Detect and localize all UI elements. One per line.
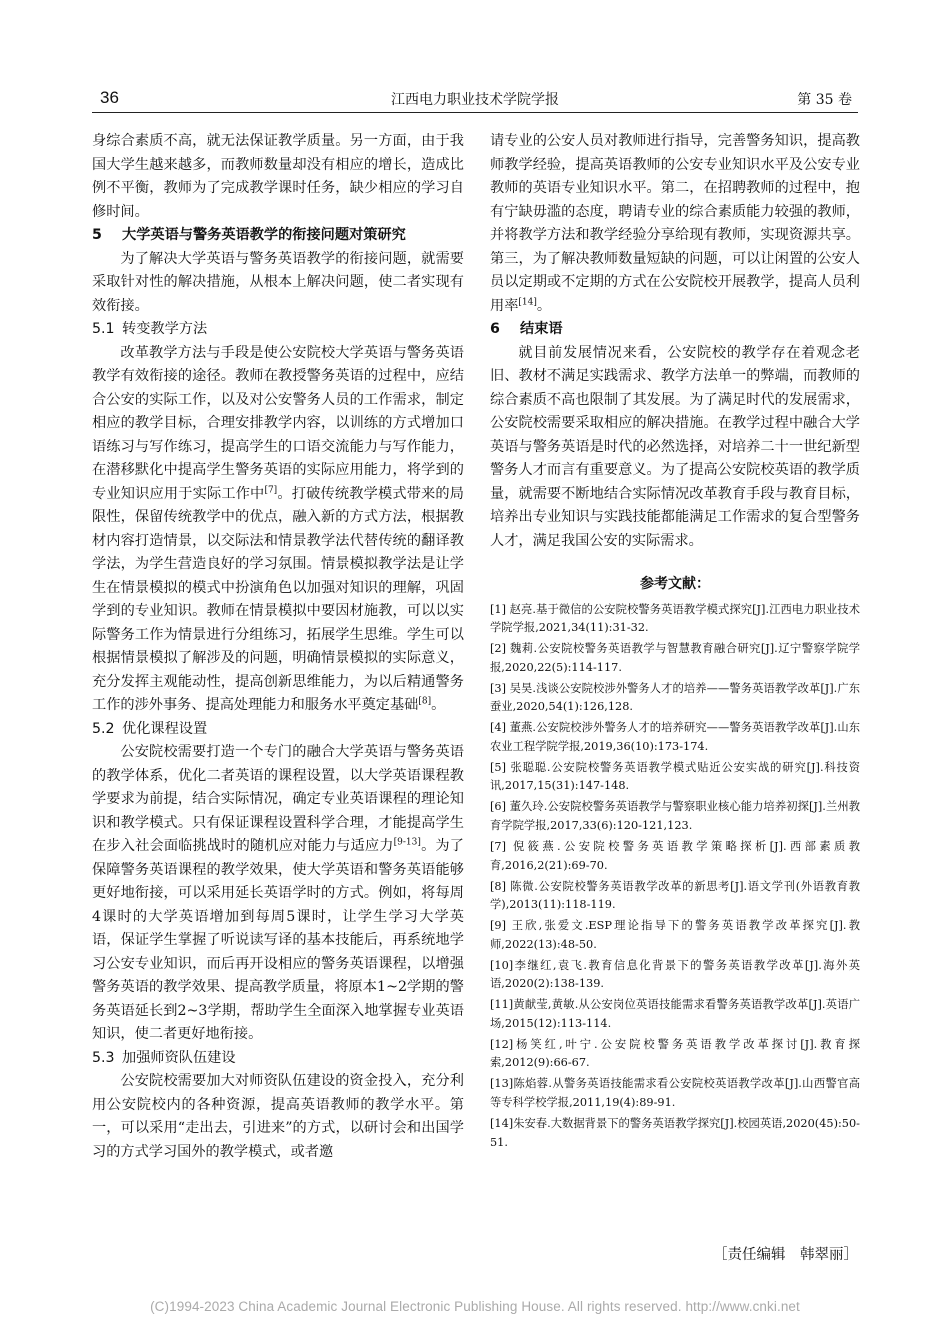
reference-item: [12]杨笑红,叶宁.公安院校警务英语教学改革探讨[J].教育探索,2012(9):66-67. [490, 1037, 860, 1070]
section-title: 结束语 [520, 321, 563, 337]
text-run: 。 [536, 297, 552, 314]
section-title: 优化课程设置 [122, 720, 208, 737]
copyright-watermark: (C)1994-2023 China Academic Journal Electronic Publishing House. All rights reserved. http://www.cnki.net [150, 1299, 800, 1314]
reference-item: [10]李继红,袁飞.教育信息化背景下的警务英语教学改革[J].海外英语,2020(2):138-139. [490, 958, 860, 991]
reference-item: [6] 董久玲.公安院校警务英语教学与警察职业核心能力培养初探[J].兰州教育学院学报,2017,33(6):120-121,123. [490, 800, 860, 832]
section-number: 5.3 [92, 1049, 115, 1066]
paragraph: 公安院校需要加大对师资队伍建设的资金投入，充分利用公安院校内的各种资源，提高英语教师的教学水平。第一，可以采用“走出去，引进来”的方式，以研讨会和出国学习的方式学习国外的教学模式，或者邀 [92, 1073, 464, 1160]
text-run: 公安院校需要打造一个专门的融合大学英语与警务英语的教学体系，优化二者英语的课程设置，以大学英语课程教学要求为前提，结合实际情况，确定专业英语课程的理论知识和教学模式。只有保证课程设置科学合理，才能提高学生在步入社会面临挑战时的随机应对能力与适应力 [92, 744, 464, 854]
reference-item: [2] 魏莉.公安院校警务英语教学与智慧教育融合研究[J].辽宁警察学院学报,2020,22(5):114-117. [490, 642, 860, 674]
citation: [14] [518, 296, 537, 307]
reference-item: [4] 董燕.公安院校涉外警务人才的培养研究——警务英语教学改革[J].山东农业工程学院学报,2019,36(10):173-174. [490, 721, 860, 753]
reference-item: [3] 吴昊.浅谈公安院校涉外警务人才的培养——警务英语教学改革[J].广东蚕业,2020,54(1):126,128. [490, 681, 860, 714]
reference-item: [9] 王欣,张爱文.ESP理论指导下的警务英语教学改革探究[J].教师,2022(13):48-50. [490, 919, 860, 951]
section-title: 转变教学方法 [122, 321, 208, 337]
text-run: 请专业的公安人员对教师进行指导，完善警务知识，提高教师教学经验，提高英语教师的公安专业知识水平及公安专业教师的英语专业知识水平。第二，在招聘教师的过程中，抱有宁缺毋滥的态度，聘请专业的综合素质能力较强的教师，并将教学方法和教学经验分享给现有教师，实现资源共享。第三，为了解决教师数量短缺的问题，可以让闲置的公安人员以定期或不定期的方式在公安院校开展教学，提高人员利用率 [490, 133, 860, 314]
reference-item: [1] 赵亮.基于微信的公安院校警务英语教学模式探究[J].江西电力职业技术学院学报,2021,34(11):31-32. [490, 602, 860, 635]
left-column [92, 130, 464, 1164]
page-number: 36 [100, 88, 119, 107]
paragraph [490, 130, 860, 318]
reference-item: [11]黄献莹,黄敏.从公安岗位英语技能需求看警务英语教学改革[J].英语广场,2015(12):113-114. [490, 998, 860, 1030]
section-number: 5.1 [92, 321, 115, 337]
references-title: 参考文献： [640, 576, 710, 592]
reference-list [490, 601, 860, 1153]
text-run: 。 [431, 697, 446, 713]
section-number: 5.2 [92, 720, 115, 737]
section-title: 大学英语与警务英语教学的衔接问题对策研究 [122, 227, 406, 243]
reference-item: [14]朱安春.大数据背景下的警务英语教学探究[J].校园英语,2020(45):50-51. [490, 1117, 860, 1149]
paragraph [92, 342, 464, 718]
reference-item: [8] 陈微.公安院校警务英语教学改革的新思考[J].语文学刊(外语教育教学),2013(11):118-119. [490, 879, 860, 912]
section-heading-5 [92, 224, 464, 248]
section-number: 5 [92, 227, 102, 243]
section-heading-6 [490, 318, 860, 342]
paragraph: 为了解决大学英语与警务英语教学的衔接问题，就需要采取针对性的解决措施，从根本上解决问题，使二者实现有效衔接。 [92, 250, 464, 314]
right-column [490, 130, 860, 1155]
section-heading-5-3 [92, 1047, 464, 1071]
journal-name: 江西电力职业技术学院学报 [391, 92, 559, 108]
running-header [92, 86, 858, 113]
citation: [7] [264, 484, 278, 495]
text-run: 改革教学方法与手段是使公安院校大学英语与警务英语教学有效衔接的途径。教师在教授警务英语的过程中，应结合公安的实际工作，以及对公安警务人员的工作需求，制定相应的教学目标，合理安排教学内容，以训练的方式增加口语练习与写作练习，提高学生的口语交流能力与写作能力，在潜移默化中提高学生警务英语的实际应用能力，将学到的专业知识应用于实际工作中 [92, 344, 464, 502]
section-heading-5-1 [92, 318, 464, 342]
volume-label: 第 35 卷 [797, 92, 852, 108]
section-title: 加强师资队伍建设 [122, 1049, 236, 1066]
section-number: 6 [490, 321, 500, 337]
citation: [9-13] [393, 837, 421, 848]
paragraph: 就目前发展情况来看，公安院校的教学存在着观念老旧、教材不满足实践需求、教学方法单一的弊端，而教师的综合素质不高也限制了其发展。为了满足时代的发展需求，公安院校需要采取相应的解决措施。在教学过程中融合大学英语与警务英语是时代的必然选择，对培养二十一世纪新型警务人才而言有重要意义。为了提高公安院校英语的教学质量，就需要不断地结合实际情况改革教育手段与教育目标，培养出专业知识与实践技能都能满足工作需求的复合型警务人才，满足我国公安的实际需求。 [490, 344, 860, 549]
paragraph: 身综合素质不高，就无法保证教学质量。另一方面，由于我国大学生越来越多，而教师数量却没有相应的增长，造成比例不平衡，教师为了完成教学课时任务，缺少相应的学习自修时间。 [92, 133, 464, 220]
section-heading-5-2 [92, 718, 464, 742]
text-run: 。打破传统教学模式带来的局限性，保留传统教学中的优点，融入新的方式方法，根据教材内容打造情景，以交际法和情景教学法代替传统的翻译教学法，为学生营造良好的学习氛围。情景模拟教学法是让学生在情景模拟的模式中扮演角色以加强对知识的理解，巩固学到的专业知识。教师在情景模拟中要因材施教，可以以实际警务工作为情景进行分组练习，拓展学生思维。学生可以根据情景模拟了解涉及的问题，明确情景模拟的实际意义，充分发挥主观能动性，提高创新思维能力，为以后精通警务工作的涉外事务、提高处理能力和服务水平奠定基础 [92, 485, 464, 713]
reference-item: [7] 倪筱燕.公安院校警务英语教学策略探析[J].西部素质教育,2016,2(21):69-70. [490, 839, 860, 872]
paragraph [92, 741, 464, 1047]
reference-item: [13]陈焰蓉.从警务英语技能需求看公安院校英语教学改革[J].山西警官高等专科学校学报,2011,19(4):89-91. [490, 1077, 860, 1110]
responsible-editor: ［责任编辑 韩翠丽］ [713, 1247, 858, 1263]
citation: [8] [418, 696, 432, 707]
text-run: 。为了保障警务英语课程的教学效果，使大学英语和警务英语能够更好地衔接，可以采用延长英语学时的方式。例如，将每周4课时的大学英语增加到每周5课时，让学生学习大学英语，保证学生掌握了听说读写译的基本技能后，再系统地学习公安专业知识，而后再开设相应的警务英语课程，以增强警务英语的教学效果、提高教学质量，将原本1~2学期的警务英语延长到2~3学期，帮助学生全面深入地掌握专业英语知识，使二者更好地衔接。 [92, 838, 464, 1042]
reference-item: [5] 张聪聪.公安院校警务英语教学模式贴近公安实战的研究[J].科技资讯,2017,15(31):147-148. [490, 760, 860, 793]
